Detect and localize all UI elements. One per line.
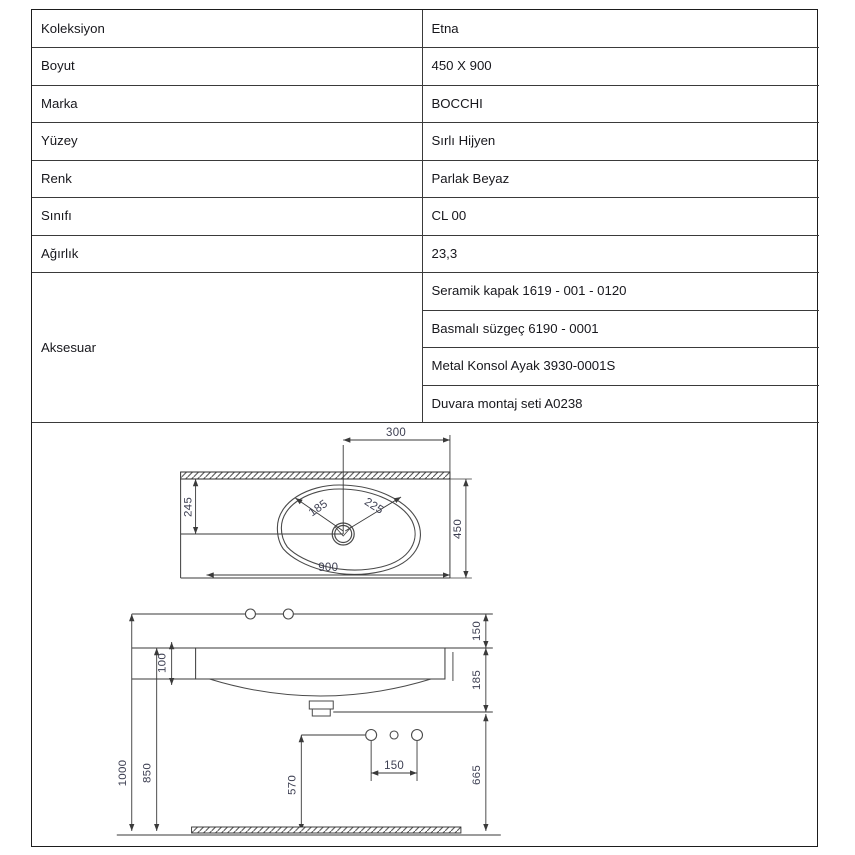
dimension-900 (207, 562, 450, 575)
spec-label-marka: Marka (32, 85, 422, 123)
spec-label-renk: Renk (32, 160, 422, 198)
spec-label-koleksiyon: Koleksiyon (32, 10, 422, 48)
spec-label-yuzey: Yüzey (32, 123, 422, 161)
wall-fixing-hole-right-icon (283, 609, 293, 619)
spec-label-aksesuar: Aksesuar (32, 273, 422, 423)
table-row (32, 10, 819, 48)
dimension-570-label: 570 (286, 774, 299, 796)
dimension-185 (295, 498, 343, 531)
accessory-item-4: Duvara montaj seti A0238 (422, 385, 819, 423)
dimension-185-right (453, 648, 486, 712)
floor-hatch-band (192, 827, 461, 833)
accessory-item-3: Metal Konsol Ayak 3930-0001S (422, 348, 819, 386)
dimension-1000-label: 1000 (116, 759, 129, 787)
basin-body-profile (196, 648, 445, 679)
dimension-245-label: 245 (182, 496, 195, 518)
dimension-665 (471, 714, 486, 831)
dimension-300-label: 300 (386, 426, 407, 440)
dimension-1000 (117, 614, 132, 831)
dimension-100 (157, 642, 172, 685)
spec-label-agirlik: Ağırlık (32, 235, 422, 273)
spec-value-marka: BOCCHI (422, 85, 819, 123)
accessory-item-2: Basmalı süzgeç 6190 - 0001 (422, 310, 819, 348)
pipe-connection-left-icon (366, 730, 377, 741)
accessory-item-1: Seramik kapak 1619 - 001 - 0120 (422, 273, 819, 311)
spec-label-boyut: Boyut (32, 48, 422, 86)
spec-table-body (32, 10, 819, 423)
wall-fixing-hole-left-icon (245, 609, 255, 619)
table-row (32, 235, 819, 273)
technical-drawing-area (32, 423, 817, 845)
dimension-300 (343, 427, 450, 479)
dimension-150-holes-label: 150 (384, 759, 405, 773)
basin-underside-curve (210, 679, 431, 696)
dimension-665-label: 665 (470, 764, 483, 786)
specification-table (32, 10, 819, 423)
table-row (32, 123, 819, 161)
dimension-850 (142, 648, 157, 831)
dimension-450 (450, 479, 472, 578)
dimension-185-right-label: 185 (470, 669, 483, 691)
technical-drawing-svg (32, 423, 817, 845)
dimension-570 (286, 735, 301, 831)
specification-sheet (31, 9, 818, 847)
dimension-150-upper-label: 150 (470, 620, 483, 642)
table-row (32, 48, 819, 86)
dimension-225 (345, 496, 401, 531)
plan-view-group (181, 427, 472, 578)
spec-value-agirlik: 23,3 (422, 235, 819, 273)
dimension-245 (183, 479, 196, 534)
spec-value-yuzey: Sırlı Hijyen (422, 123, 819, 161)
dimension-450-label: 450 (451, 518, 464, 540)
table-row (32, 85, 819, 123)
dimension-900-label: 900 (318, 561, 339, 575)
dimension-100-label: 100 (156, 652, 169, 674)
pipe-connection-right-icon (412, 730, 423, 741)
spec-value-sinifi: CL 00 (422, 198, 819, 236)
elevation-view-group (117, 609, 501, 835)
table-row (32, 160, 819, 198)
dimension-850-label: 850 (141, 762, 154, 784)
dimension-185-label: 185 (306, 497, 331, 520)
pipe-connection-center-icon (390, 731, 398, 739)
spec-label-sinifi: Sınıfı (32, 198, 422, 236)
waste-fitting-icon (309, 701, 333, 716)
spec-value-renk: Parlak Beyaz (422, 160, 819, 198)
table-row (32, 198, 819, 236)
spec-value-boyut: 450 X 900 (422, 48, 819, 86)
spec-value-koleksiyon: Etna (422, 10, 819, 48)
dimension-225-label: 225 (362, 496, 386, 517)
table-row-accessory (32, 273, 819, 311)
wall-hatch-band (181, 472, 450, 479)
dimension-150-holes (371, 760, 417, 773)
dimension-150-upper (471, 614, 486, 648)
